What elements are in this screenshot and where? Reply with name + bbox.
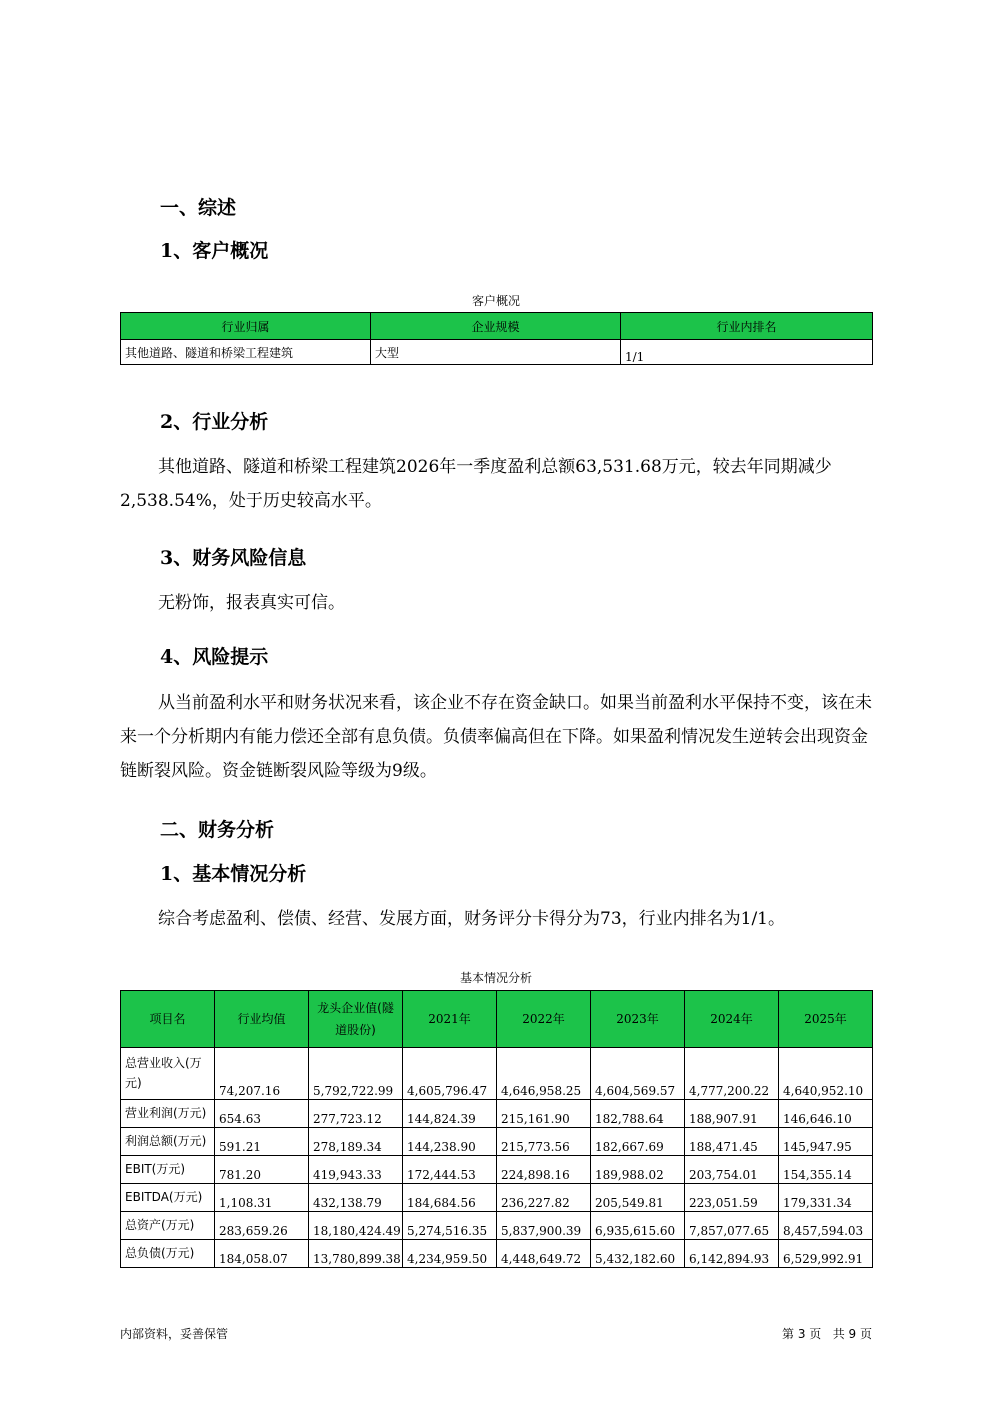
table-cell: 236,227.82 bbox=[497, 1184, 591, 1212]
table-cell: 215,773.56 bbox=[497, 1128, 591, 1156]
table-row bbox=[121, 1184, 873, 1212]
section-2-title: 二、财务分析 bbox=[160, 819, 275, 841]
section-1-1-title: 1、客户概况 bbox=[160, 240, 269, 262]
table-cell: 5,837,900.39 bbox=[497, 1212, 591, 1240]
table-cell: 5,792,722.99 bbox=[309, 1048, 403, 1100]
basic-table-caption: 基本情况分析 bbox=[459, 971, 532, 985]
footer-note: 内部资料，妥善保管 bbox=[120, 1327, 229, 1341]
table-row bbox=[121, 1240, 873, 1268]
basic-analysis-text: 综合考虑盈利、偿债、经营、发展方面，财务评分卡得分为73，行业内排名为1/1。 bbox=[158, 909, 785, 929]
table-cell: 277,723.12 bbox=[309, 1100, 403, 1128]
table-cell: 205,549.81 bbox=[591, 1184, 685, 1212]
customer-overview-table bbox=[120, 312, 873, 365]
table-cell: 179,331.34 bbox=[779, 1184, 873, 1212]
table-row bbox=[121, 1128, 873, 1156]
table-cell: 154,355.14 bbox=[779, 1156, 873, 1184]
header-2025: 2025年 bbox=[779, 991, 873, 1048]
table-row bbox=[121, 1156, 873, 1184]
section-1-2-title: 2、行业分析 bbox=[160, 411, 269, 433]
header-industry-avg: 行业均值 bbox=[215, 991, 309, 1048]
table-cell: 8,457,594.03 bbox=[779, 1212, 873, 1240]
section-1-3-title: 3、财务风险信息 bbox=[160, 547, 307, 569]
table-cell: 5,432,182.60 bbox=[591, 1240, 685, 1268]
table-cell: 4,604,569.57 bbox=[591, 1048, 685, 1100]
header-leader-value: 龙头企业值(隧道股份) bbox=[309, 991, 403, 1048]
table-cell: 215,161.90 bbox=[497, 1100, 591, 1128]
table-cell: 223,051.59 bbox=[685, 1184, 779, 1212]
section-2-1-title: 1、基本情况分析 bbox=[160, 863, 307, 885]
table-cell: 4,640,952.10 bbox=[779, 1048, 873, 1100]
header-2024: 2024年 bbox=[685, 991, 779, 1048]
table-cell: 74,207.16 bbox=[215, 1048, 309, 1100]
row-label: 营业利润(万元) bbox=[121, 1100, 215, 1128]
table-cell: 283,659.26 bbox=[215, 1212, 309, 1240]
table-cell: 146,646.10 bbox=[779, 1100, 873, 1128]
row-label: 利润总额(万元) bbox=[121, 1128, 215, 1156]
cell-industry: 其他道路、隧道和桥梁工程建筑 bbox=[121, 340, 371, 365]
row-label: 总负债(万元) bbox=[121, 1240, 215, 1268]
industry-analysis-text: 其他道路、隧道和桥梁工程建筑2026年一季度盈利总额63,531.68万元，较去年同期减少2,538.54%，处于历史较高水平。 bbox=[120, 457, 832, 511]
table-cell: 184,684.56 bbox=[403, 1184, 497, 1212]
table-cell: 144,824.39 bbox=[403, 1100, 497, 1128]
table-cell: 182,788.64 bbox=[591, 1100, 685, 1128]
table-cell: 4,605,796.47 bbox=[403, 1048, 497, 1100]
header-rank: 行业内排名 bbox=[621, 313, 873, 340]
table-cell: 189,988.02 bbox=[591, 1156, 685, 1184]
section-1-title: 一、综述 bbox=[160, 197, 237, 219]
basic-analysis-table bbox=[120, 990, 873, 1268]
header-item: 项目名 bbox=[121, 991, 215, 1048]
table-cell: 654.63 bbox=[215, 1100, 309, 1128]
table-cell: 182,667.69 bbox=[591, 1128, 685, 1156]
table-row bbox=[121, 1100, 873, 1128]
table-cell: 6,935,615.60 bbox=[591, 1212, 685, 1240]
table-cell: 1,108.31 bbox=[215, 1184, 309, 1212]
table-cell: 145,947.95 bbox=[779, 1128, 873, 1156]
table-cell: 591.21 bbox=[215, 1128, 309, 1156]
header-2022: 2022年 bbox=[497, 991, 591, 1048]
table-cell: 7,857,077.65 bbox=[685, 1212, 779, 1240]
page-number: 第 3 页 共 9 页 bbox=[782, 1327, 872, 1341]
row-label: EBITDA(万元) bbox=[121, 1184, 215, 1212]
table-cell: 13,780,899.38 bbox=[309, 1240, 403, 1268]
table-cell: 5,274,516.35 bbox=[403, 1212, 497, 1240]
table-cell: 432,138.79 bbox=[309, 1184, 403, 1212]
table-row bbox=[121, 1212, 873, 1240]
table-cell: 781.20 bbox=[215, 1156, 309, 1184]
table-cell: 172,444.53 bbox=[403, 1156, 497, 1184]
table-cell: 188,907.91 bbox=[685, 1100, 779, 1128]
table-cell: 4,777,200.22 bbox=[685, 1048, 779, 1100]
header-2023: 2023年 bbox=[591, 991, 685, 1048]
table-cell: 144,238.90 bbox=[403, 1128, 497, 1156]
table-cell: 4,234,959.50 bbox=[403, 1240, 497, 1268]
table-row bbox=[121, 340, 873, 365]
financial-risk-text: 无粉饰，报表真实可信。 bbox=[158, 593, 345, 613]
table-cell: 203,754.01 bbox=[685, 1156, 779, 1184]
header-scale: 企业规模 bbox=[371, 313, 621, 340]
header-industry: 行业归属 bbox=[121, 313, 371, 340]
table-cell: 6,142,894.93 bbox=[685, 1240, 779, 1268]
cell-rank: 1/1 bbox=[621, 340, 873, 365]
row-label: EBIT(万元) bbox=[121, 1156, 215, 1184]
table-cell: 278,189.34 bbox=[309, 1128, 403, 1156]
table-header-row bbox=[121, 313, 873, 340]
header-2021: 2021年 bbox=[403, 991, 497, 1048]
customer-table-caption: 客户概况 bbox=[471, 294, 520, 308]
table-cell: 419,943.33 bbox=[309, 1156, 403, 1184]
table-cell: 224,898.16 bbox=[497, 1156, 591, 1184]
table-row bbox=[121, 1048, 873, 1100]
table-cell: 6,529,992.91 bbox=[779, 1240, 873, 1268]
table-cell: 188,471.45 bbox=[685, 1128, 779, 1156]
cell-scale: 大型 bbox=[371, 340, 621, 365]
section-1-4-title: 4、风险提示 bbox=[160, 646, 269, 668]
row-label: 总资产(万元) bbox=[121, 1212, 215, 1240]
table-cell: 184,058.07 bbox=[215, 1240, 309, 1268]
row-label: 总营业收入(万元) bbox=[121, 1048, 215, 1100]
risk-warning-text: 从当前盈利水平和财务状况来看，该企业不存在资金缺口。如果当前盈利水平保持不变，该在未来一个分析期内有能力偿还全部有息负债。负债率偏高但在下降。如果盈利情况发生逆转会出现资金链断裂风险。资金链断裂风险等级为9级。 bbox=[120, 693, 872, 781]
table-cell: 4,646,958.25 bbox=[497, 1048, 591, 1100]
table-cell: 4,448,649.72 bbox=[497, 1240, 591, 1268]
table-header-row bbox=[121, 991, 873, 1048]
table-cell: 18,180,424.49 bbox=[309, 1212, 403, 1240]
